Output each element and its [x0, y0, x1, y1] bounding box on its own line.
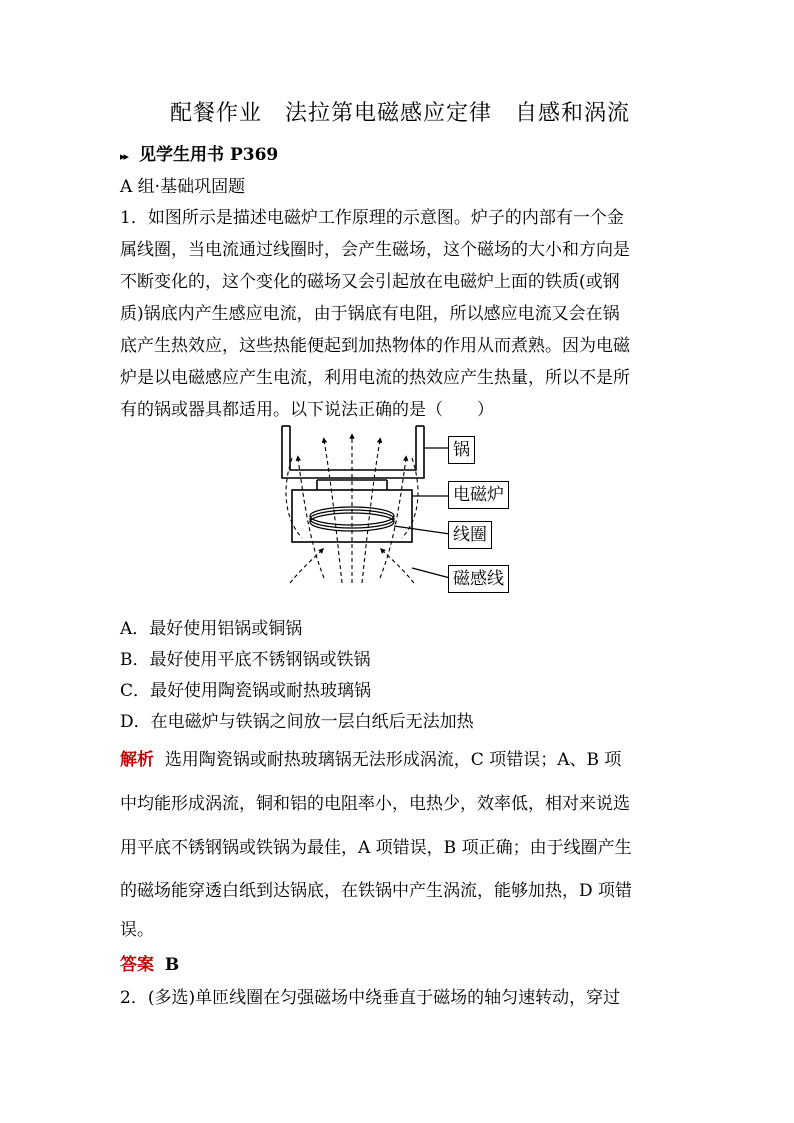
induction-cooker-diagram: [262, 418, 542, 598]
question-line: 炉是以电磁感应产生电流，利用电流的热效应产生热量，所以不是所: [120, 368, 630, 388]
question-2-text: 2．(多选)单匝线圈在匀强磁场中绕垂直于磁场的轴匀速转动，穿过: [120, 988, 621, 1008]
question-line: 1．如图所示是描述电磁炉工作原理的示意图。炉子的内部有一个金: [120, 208, 624, 228]
leader-lines: [394, 448, 450, 578]
group-heading: A 组·基础巩固题: [120, 177, 246, 197]
pot-shape: [282, 426, 424, 478]
analysis-line: [120, 745, 676, 770]
analysis-line: 中均能形成涡流，铜和铝的电阻率小，电热少，效率低，相对来说选: [120, 794, 630, 814]
option-b: B．最好使用平底不锈钢锅或铁锅: [120, 650, 371, 670]
label-field-lines: 磁感线: [448, 565, 509, 593]
option-a: A．最好使用铝锅或铜锅: [120, 619, 303, 639]
analysis-line: 的磁场能穿透白纸到达锅底，在铁锅中产生涡流，能够加热，D 项错: [120, 881, 633, 901]
double-arrow-icon: ▸▸: [120, 150, 128, 163]
analysis-text: 选用陶瓷锅或耐热玻璃锅无法形成涡流，C 项错误；A、B 项: [164, 750, 622, 770]
reference-text: 见学生用书 P369: [139, 145, 279, 165]
option-d: D．在电磁炉与铁锅之间放一层白纸后无法加热: [120, 712, 474, 732]
question-line: 属线圈，当电流通过线圈时，会产生磁场，这个磁场的大小和方向是: [120, 240, 630, 260]
question-line: 不断变化的，这个变化的磁场又会引起放在电磁炉上面的铁质(或钢: [120, 272, 620, 292]
field-lines: [286, 436, 418, 583]
question-line: 底产生热效应，这些热能便起到加热物体的作用从而煮熟。因为电磁: [120, 336, 630, 356]
analysis-line: 误。: [120, 920, 154, 940]
question-line: 质)锅底内产生感应电流，由于锅底有电阻，所以感应电流又会在锅: [120, 304, 620, 324]
analysis-line: 用平底不锈钢锅或铁锅为最佳，A 项错误，B 项正确；由于线圈产生: [120, 838, 632, 858]
label-coil: 线圈: [448, 521, 492, 549]
reference-line: [120, 140, 278, 165]
label-pot: 锅: [448, 436, 475, 464]
option-c: C．最好使用陶瓷锅或耐热玻璃锅: [120, 681, 372, 701]
answer-value: B: [164, 955, 180, 975]
answer-label: 答案: [120, 955, 154, 975]
answer-line: [120, 950, 179, 975]
label-cooker: 电磁炉: [448, 481, 509, 509]
page-title: 配餐作业 法拉第电磁感应定律 自感和涡流: [169, 101, 630, 126]
analysis-label: 解析: [120, 750, 154, 770]
question-line: 有的锅或器具都适用。以下说法正确的是（ ）: [120, 400, 494, 420]
